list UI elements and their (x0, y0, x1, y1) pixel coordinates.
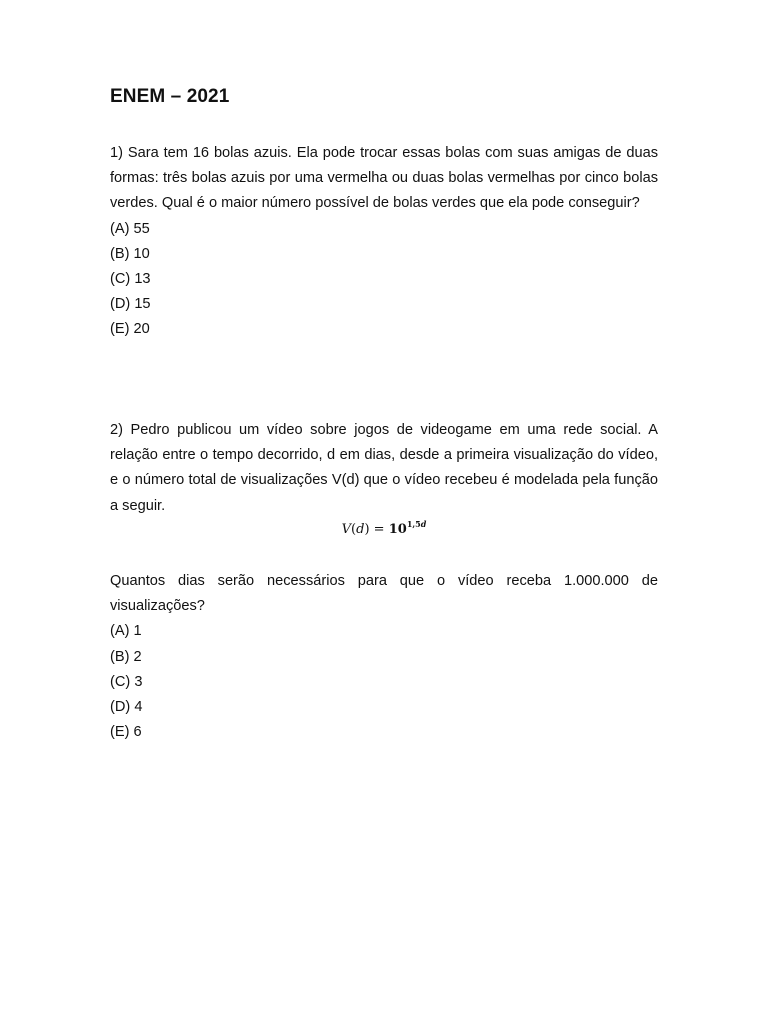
question-2-followup: Quantos dias serão necessários para que o vídeo receba 1.000.000 de visualizações? (110, 573, 658, 615)
question-2-option-c: (C) 3 (110, 673, 143, 690)
question-2 (110, 418, 658, 519)
question-1-option-b: (B) 10 (110, 245, 150, 262)
question-2-option-e: (E) 6 (110, 724, 142, 741)
formula-equals: = (373, 522, 385, 537)
question-1-option-c: (C) 13 (110, 271, 151, 288)
question-2-option-a: (A) 1 (110, 623, 142, 640)
formula-lhs: V(d) (341, 522, 370, 537)
question-1-option-a: (A) 55 (110, 220, 150, 237)
formula-function-name: V (341, 522, 352, 537)
question-1 (110, 141, 658, 343)
document-title: ENEM – 2021 (110, 86, 230, 107)
formula-argument: d (356, 522, 365, 537)
question-2-option-b: (B) 2 (110, 648, 142, 665)
question-2-continued (110, 569, 658, 745)
question-1-option-e: (E) 20 (110, 321, 150, 338)
formula-base: 10 (388, 522, 407, 537)
question-2-formula (0, 514, 768, 540)
formula-exponent (407, 519, 427, 529)
question-1-text: 1) Sara tem 16 bolas azuis. Ela pode trocar essas bolas com suas amigas de duas formas: três bolas azuis por uma vermelha ou duas bolas vermelhas por cinco bolas verdes. Qual é o maior número possível de bolas verdes que ela pode conseguir? (110, 145, 658, 212)
formula-rhs (388, 519, 427, 537)
question-1-option-d: (D) 15 (110, 296, 151, 313)
question-2-option-d: (D) 4 (110, 699, 143, 716)
question-2-text: 2) Pedro publicou um vídeo sobre jogos de videogame em uma rede social. A relação entre o tempo decorrido, d em dias, desde a primeira visualização do vídeo, e o número total de visualizações V(d) que o vídeo recebeu é modelada pela função a seguir. (110, 422, 658, 514)
formula-exponent-coef: 1,5 (406, 519, 421, 529)
formula-exponent-var: d (420, 519, 427, 529)
